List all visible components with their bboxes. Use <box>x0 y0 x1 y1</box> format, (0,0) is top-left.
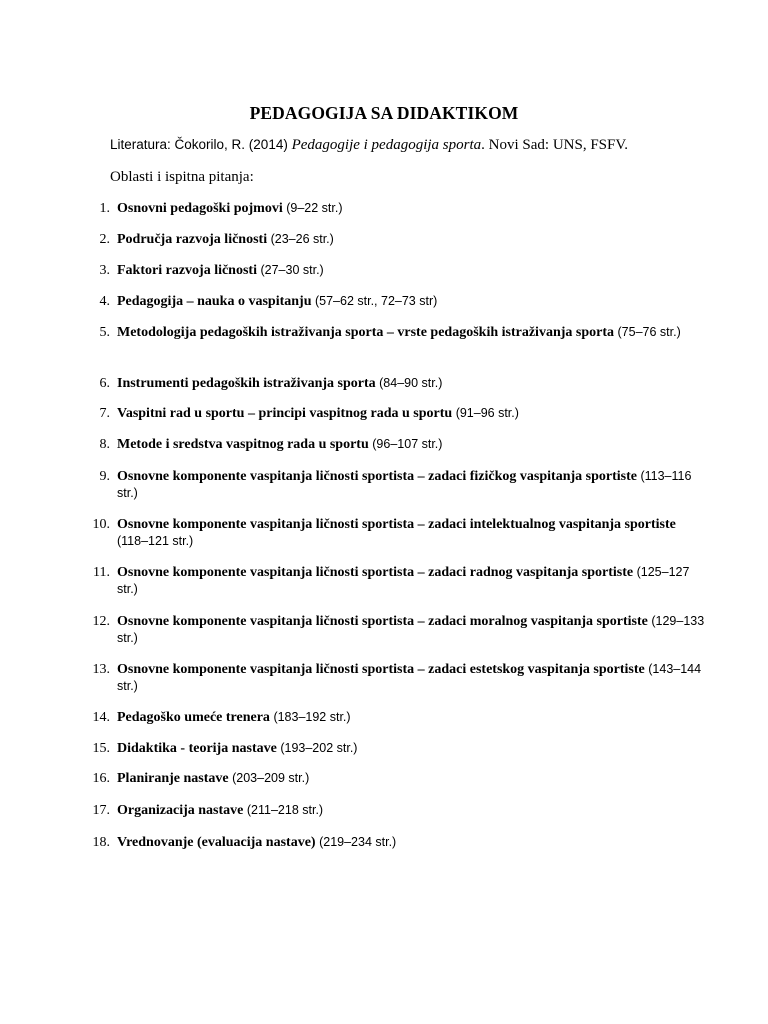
question-number: 2. <box>99 232 110 247</box>
question-number: 13. <box>92 662 110 677</box>
question-text <box>117 516 707 550</box>
question-topic: Metodologija pedagoških istraživanja sporta – vrste pedagoških istraživanja sporta <box>117 325 614 340</box>
literature-book-title: Pedagogije i pedagogija sporta <box>291 137 482 153</box>
question-pages: (129–133 str.) <box>117 614 705 645</box>
question-text <box>117 802 707 819</box>
question-text <box>117 436 707 453</box>
question-number: 14. <box>92 710 110 725</box>
question-number: 6. <box>99 376 110 391</box>
question-text <box>117 740 707 757</box>
question-topic: Osnovne komponente vaspitanja ličnosti sportista – zadaci estetskog vaspitanja sportiste <box>117 662 645 677</box>
question-topic: Osnovne komponente vaspitanja ličnosti sportista – zadaci moralnog vaspitanja sportiste <box>117 614 648 629</box>
question-pages: (203–209 str.) <box>232 771 310 785</box>
question-text <box>117 375 707 392</box>
question-topic: Faktori razvoja ličnosti <box>117 263 257 278</box>
question-pages: (27–30 str.) <box>260 263 324 277</box>
question-topic: Osnovne komponente vaspitanja ličnosti sportista – zadaci fizičkog vaspitanja sportiste <box>117 469 637 484</box>
question-pages: (23–26 str.) <box>270 232 334 246</box>
literature-label: Literatura: Čokorilo, R. (2014) <box>110 137 288 152</box>
question-number: 16. <box>92 771 110 786</box>
question-number: 3. <box>99 263 110 278</box>
question-text <box>117 262 707 279</box>
question-text <box>117 200 707 217</box>
question-text <box>117 564 707 598</box>
question-topic: Instrumenti pedagoških istraživanja sporta <box>117 376 376 391</box>
question-number: 18. <box>92 835 110 850</box>
question-number: 4. <box>99 294 110 309</box>
question-number: 7. <box>99 406 110 421</box>
question-pages: (113–116 str.) <box>117 469 692 500</box>
question-text <box>117 293 707 310</box>
question-pages: (143–144 str.) <box>117 662 702 693</box>
question-text <box>117 770 707 787</box>
question-topic: Osnovne komponente vaspitanja ličnosti sportista – zadaci intelektualnog vaspitanja sportiste <box>117 517 676 532</box>
question-number: 17. <box>92 803 110 818</box>
question-number: 12. <box>92 614 110 629</box>
question-pages: (91–96 str.) <box>455 406 519 420</box>
question-pages: (193–202 str.) <box>280 741 358 755</box>
question-topic: Osnovni pedagoški pojmovi <box>117 201 283 216</box>
question-text <box>117 324 707 341</box>
question-topic: Pedagoško umeće trenera <box>117 710 270 725</box>
question-pages: (84–90 str.) <box>379 376 443 390</box>
question-number: 11. <box>93 565 110 580</box>
question-topic: Vaspitni rad u sportu – principi vaspitnog rada u sportu <box>117 406 453 421</box>
question-pages: (96–107 str.) <box>372 437 443 451</box>
question-text <box>117 661 707 695</box>
question-text <box>117 834 707 851</box>
literature-publisher: . Novi Sad: UNS, FSFV. <box>481 137 629 153</box>
question-pages: (57–62 str., 72–73 str) <box>314 294 438 308</box>
question-topic: Metode i sredstva vaspitnog rada u sportu <box>117 437 369 452</box>
question-topic: Područja razvoja ličnosti <box>117 232 268 247</box>
question-topic: Planiranje nastave <box>117 771 229 786</box>
question-topic: Osnovne komponente vaspitanja ličnosti sportista – zadaci radnog vaspitanja sportiste <box>117 565 634 580</box>
question-topic: Vrednovanje (evaluacija nastave) <box>117 835 316 850</box>
question-pages: (211–218 str.) <box>246 803 324 817</box>
question-text <box>117 405 707 422</box>
question-number: 15. <box>92 741 110 756</box>
question-pages: (9–22 str.) <box>286 201 343 215</box>
question-number: 8. <box>99 437 110 452</box>
literature-reference <box>110 137 628 154</box>
question-topic: Pedagogija – nauka o vaspitanju <box>117 294 312 309</box>
question-number: 1. <box>99 201 110 216</box>
question-pages: (75–76 str.) <box>617 325 681 339</box>
document-title: PEDAGOGIJA SA DIDAKTIKOM <box>249 103 519 123</box>
question-topic: Organizacija nastave <box>117 803 244 818</box>
question-pages: (219–234 str.) <box>319 835 397 849</box>
question-topic: Didaktika - teorija nastave <box>117 741 277 756</box>
question-text <box>117 613 707 647</box>
question-pages: (183–192 str.) <box>273 710 351 724</box>
question-number: 5. <box>99 325 110 340</box>
question-number: 9. <box>99 469 110 484</box>
question-text <box>117 231 707 248</box>
questions-intro: Oblasti i ispitna pitanja: <box>110 169 254 185</box>
question-text <box>117 709 707 726</box>
question-pages: (118–121 str.) <box>117 534 194 548</box>
question-pages: (125–127 str.) <box>117 565 690 596</box>
question-text <box>117 468 707 502</box>
question-number: 10. <box>92 517 110 532</box>
